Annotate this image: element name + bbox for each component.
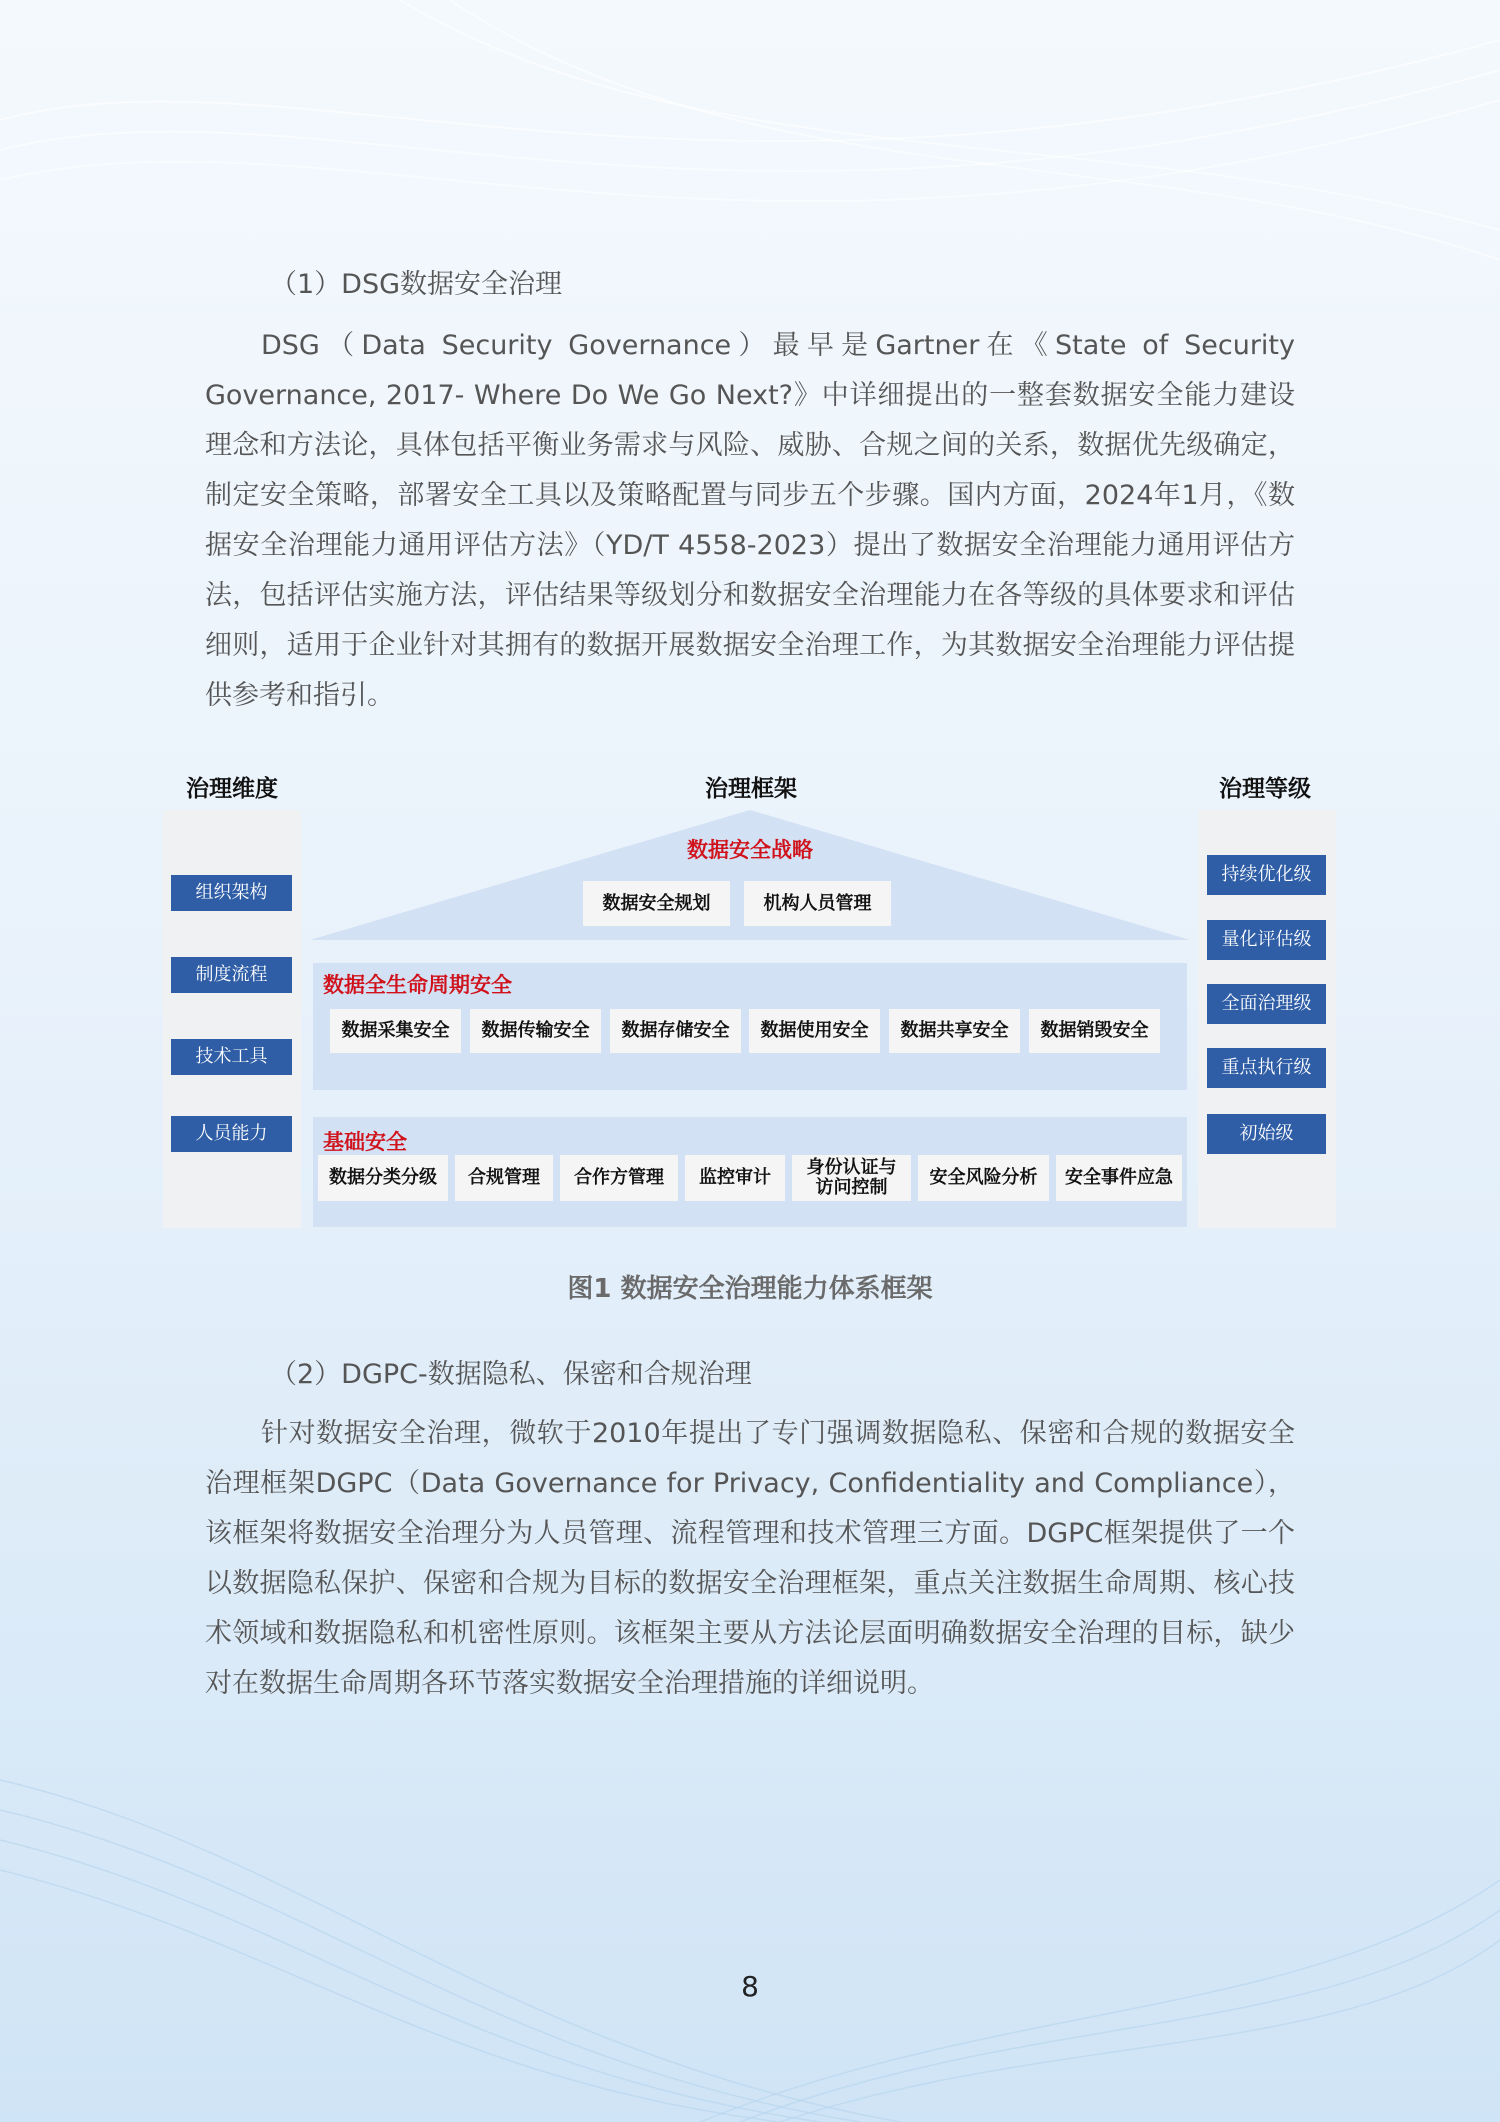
level-item: 持续优化级 — [1207, 855, 1326, 895]
lifecycle-item: 数据采集安全 — [330, 1009, 461, 1053]
dimensions-panel — [163, 810, 301, 1228]
section2-paragraph: 针对数据安全治理，微软于2010年提出了专门强调数据隐私、保密和合规的数据安全治理框架DGPC（Data Governance for Privacy, Confidentiality and Compliance），该框架将数据安全治理分为人员管理、流程管理和技术管理三方面。DGPC框架提供了一个以数据隐私保护、保密和合规为目标的数据安全治理框架，重点关注数据生命周期、核心技术领域和数据隐私和机密性原则。该框架主要从方法论层面明确数据安全治理的目标，缺少对在数据生命周期各环节落实数据安全治理措施的详细说明。 — [205, 1418, 1295, 1699]
page-number: 8 — [741, 1970, 759, 2003]
lifecycle-item: 数据存储安全 — [610, 1009, 741, 1053]
section1-heading: （1）DSG数据安全治理 — [270, 269, 563, 300]
foundation-item: 监控审计 — [685, 1155, 785, 1201]
foundation-item: 安全风险分析 — [918, 1155, 1049, 1201]
dimension-item: 技术工具 — [171, 1039, 292, 1075]
foundation-item: 安全事件应急 — [1056, 1155, 1182, 1201]
level-item: 重点执行级 — [1207, 1048, 1326, 1088]
dimension-item: 组织架构 — [171, 875, 292, 911]
lifecycle-item: 数据销毁安全 — [1029, 1009, 1160, 1053]
lifecycle-item: 数据传输安全 — [470, 1009, 601, 1053]
lifecycle-title: 数据全生命周期安全 — [323, 973, 512, 997]
lifecycle-item: 数据共享安全 — [889, 1009, 1020, 1053]
level-item: 初始级 — [1207, 1114, 1326, 1154]
foundation-item: 数据分类分级 — [318, 1155, 448, 1201]
header-framework: 治理框架 — [705, 776, 797, 802]
strategy-item: 机构人员管理 — [744, 881, 891, 926]
foundation-item: 合规管理 — [455, 1155, 553, 1201]
header-levels: 治理等级 — [1219, 776, 1311, 802]
dimension-item: 人员能力 — [171, 1116, 292, 1152]
foundation-item: 身份认证与访问控制 — [792, 1155, 911, 1201]
dimension-item: 制度流程 — [171, 957, 292, 993]
section1-paragraph: DSG（Data Security Governance）最早是Gartner在《State of Security Governance, 2017- Where Do We Go Next?》中详细提出的一整套数据安全能力建设理念和方法论，具体包括平衡业务需求与风险、威胁、合规之间的关系，数据优先级确定，制定安全策略，部署安全工具以及策略配置与同步五个步骤。国内方面，2024年1月，《数据安全治理能力通用评估方法》（YD/T 4558-2023）提出了数据安全治理能力通用评估方法，包括评估实施方法，评估结果等级划分和数据安全治理能力在各等级的具体要求和评估细则，适用于企业针对其拥有的数据开展数据安全治理工作，为其数据安全治理能力评估提供参考和指引。 — [205, 330, 1295, 711]
header-dimensions: 治理维度 — [186, 776, 278, 802]
lifecycle-item: 数据使用安全 — [749, 1009, 880, 1053]
strategy-title: 数据安全战略 — [687, 838, 813, 862]
level-item: 全面治理级 — [1207, 984, 1326, 1024]
foundation-item: 合作方管理 — [560, 1155, 678, 1201]
figure-caption: 图1 数据安全治理能力体系框架 — [567, 1274, 933, 1304]
section2-heading: （2）DGPC-数据隐私、保密和合规治理 — [270, 1359, 752, 1390]
level-item: 量化评估级 — [1207, 920, 1326, 960]
foundation-title: 基础安全 — [323, 1130, 407, 1154]
strategy-item: 数据安全规划 — [583, 881, 730, 926]
